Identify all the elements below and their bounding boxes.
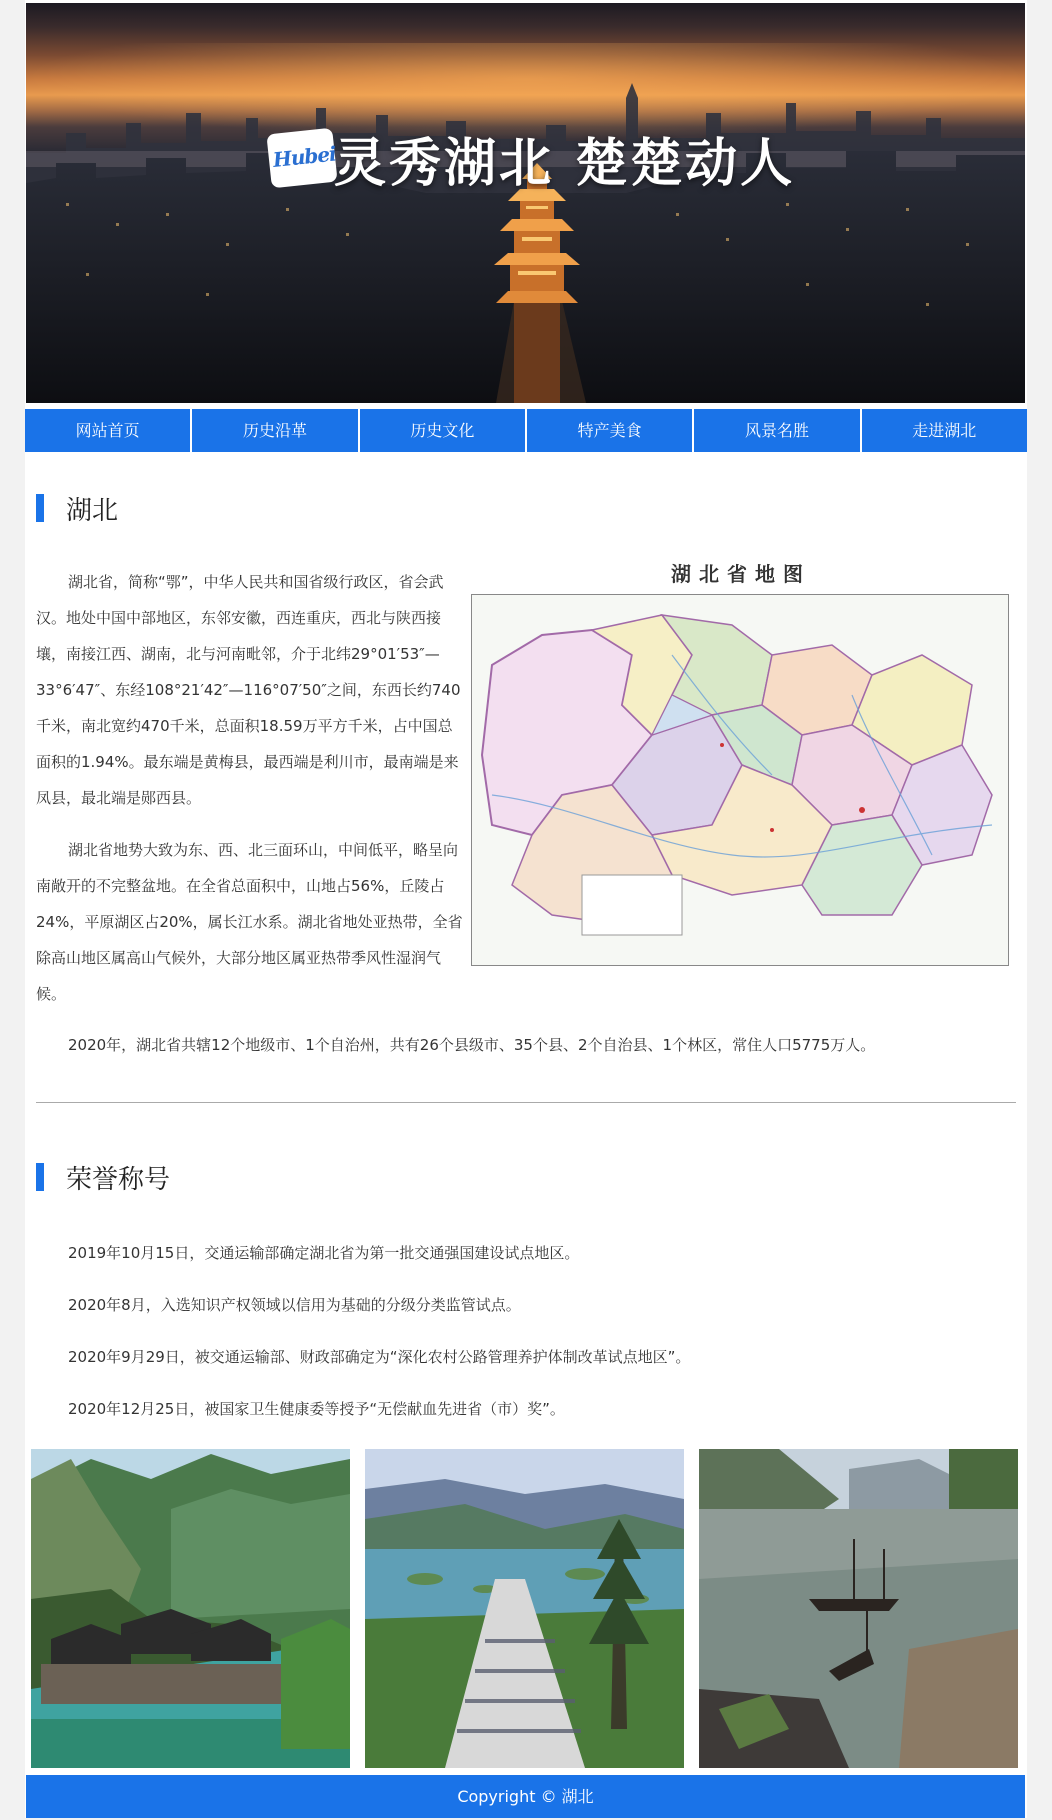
section-divider [36, 1102, 1016, 1103]
nav-item-scenery[interactable]: 风景名胜 [694, 409, 861, 452]
main-nav [25, 409, 1027, 452]
intro-paragraph-1: 湖北省，简称“鄂”，中华人民共和国省级行政区，省会武汉。地处中国中部地区，东邻安徽，西连重庆，西北与陕西接壤，南接江西、湖南，北与河南毗邻，介于北纬29°01′53″—33°6′47″、东经108°21′42″—116°07′50″之间，东西长约740千米，南北宽约470千米，总面积18.59万平方千米，占中国总面积的1.94%。最东端是黄梅县，最西端是利川市，最南端是来凤县，最北端是郧西县。 [36, 573, 461, 807]
map-title: 湖北省地图 [671, 562, 811, 586]
honor-item: 2020年12月25日，被国家卫生健康委等授予“无偿献血先进省（市）奖”。 [68, 1400, 565, 1418]
riverside-village-graphic [31, 1449, 350, 1768]
scenery-photo-2 [365, 1449, 684, 1768]
nav-item-history[interactable]: 历史沿革 [192, 409, 359, 452]
lake-walkway-graphic [365, 1449, 684, 1768]
province-map-graphic [472, 595, 1008, 965]
river-boats-graphic [699, 1449, 1018, 1768]
logo-text: Hubei [271, 141, 337, 172]
heading-accent-bar [36, 494, 44, 522]
scenery-photo-1 [31, 1449, 350, 1768]
footer: Copyright © 湖北 [26, 1775, 1025, 1818]
hubei-logo-icon [266, 128, 337, 189]
intro-title: 湖北 [66, 495, 119, 526]
honor-item: 2020年8月，入选知识产权领域以信用为基础的分级分类监管试点。 [68, 1296, 521, 1314]
banner-title: 灵秀湖北 楚楚动人 [334, 133, 796, 194]
map-frame [471, 594, 1009, 966]
honors-section-heading [36, 1163, 171, 1195]
page [25, 0, 1027, 1818]
honor-item: 2019年10月15日，交通运输部确定湖北省为第一批交通强国建设试点地区。 [68, 1244, 580, 1262]
intro-paragraph-2: 湖北省地势大致为东、西、北三面环山，中间低平，略呈向南敞开的不完整盆地。在全省总面积中，山地占56%，丘陵占24%，平原湖区占20%，属长江水系。湖北省地处亚热带，全省除高山地区属高山气候外，大部分地区属亚热带季风性湿润气候。 [36, 841, 463, 1003]
scenery-photo-3 [699, 1449, 1018, 1768]
intro-paragraph-3: 2020年，湖北省共辖12个地级市、1个自治州，共有26个县级市、35个县、2个自治县、1个林区，常住人口5775万人。 [68, 1036, 876, 1054]
banner-image [26, 3, 1025, 403]
nav-item-culture[interactable]: 历史文化 [360, 409, 527, 452]
honor-item: 2020年9月29日，被交通运输部、财政部确定为“深化农村公路管理养护体制改革试点地区”。 [68, 1348, 691, 1366]
city-skyline-graphic [26, 3, 1025, 403]
honors-title: 荣誉称号 [66, 1164, 171, 1195]
intro-section-heading [36, 494, 119, 526]
nav-item-about[interactable]: 走进湖北 [862, 409, 1027, 452]
nav-item-food[interactable]: 特产美食 [527, 409, 694, 452]
heading-accent-bar [36, 1163, 44, 1191]
nav-item-home[interactable]: 网站首页 [25, 409, 192, 452]
hubei-map [471, 558, 1011, 968]
